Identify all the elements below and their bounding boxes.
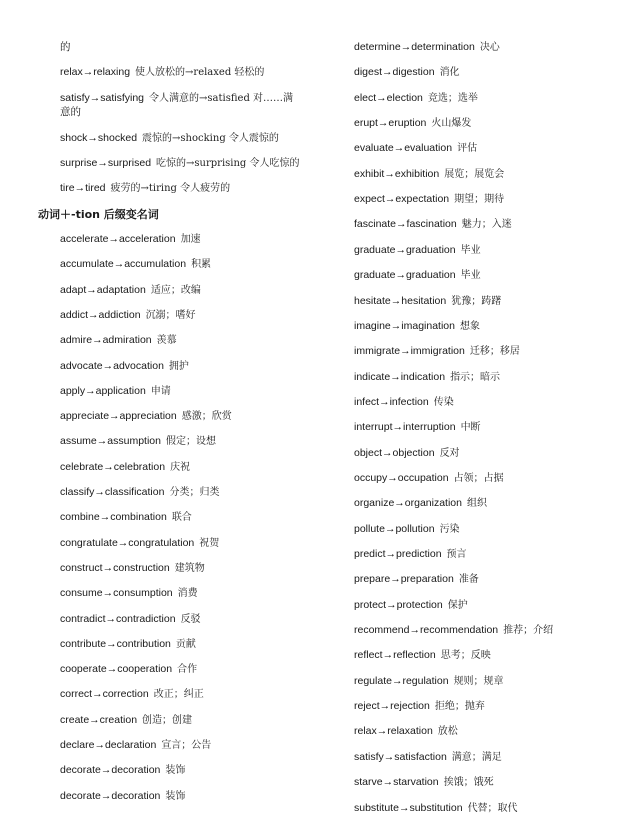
word-meaning: 中断 [460, 422, 481, 434]
word-pair: accelerate→acceleration [60, 233, 176, 245]
vocab-entry [354, 217, 512, 232]
vocab-entry [60, 738, 211, 753]
word-meaning: 羡慕 [156, 335, 177, 347]
word-pair: surprise→surprised [60, 157, 152, 169]
vocab-entry [354, 319, 480, 334]
word-pair: protect→protection [354, 598, 443, 611]
word-pair: recommend→recommendation [354, 624, 499, 637]
word-pair: pollute→pollution [354, 522, 435, 535]
word-pair: adapt→adaptation [60, 283, 146, 296]
word-pair: advocate→advocation [60, 359, 164, 372]
word-pair: construct→construction [60, 561, 170, 574]
word-meaning: 占领；占据 [453, 472, 504, 484]
word-meaning: 假定；设想 [165, 436, 216, 448]
vocab-entry [60, 687, 204, 702]
vocab-entry [354, 801, 518, 816]
word-pair: relax→relaxing [60, 66, 131, 78]
word-meaning: 令人满意的→satisfied 对……满 [149, 93, 294, 104]
word-pair: imagine→imagination [354, 319, 455, 332]
word-pair: 的 [60, 41, 71, 53]
word-meaning: 合作 [177, 664, 198, 676]
word-pair: evaluate→evaluation [354, 142, 453, 155]
vocab-entry [60, 308, 196, 323]
vocab-entry [60, 105, 81, 119]
word-pair: celebrate→celebration [60, 460, 166, 473]
word-pair: digest→digestion [354, 66, 435, 79]
word-meaning: 贡献 [175, 638, 196, 650]
word-meaning: 毕业 [460, 270, 481, 282]
word-meaning: 消化 [439, 67, 460, 79]
word-pair: reflect→reflection [354, 649, 436, 662]
word-meaning: 毕业 [460, 244, 481, 256]
word-meaning: 预言 [446, 549, 467, 560]
word-pair: accumulate→accumulation [60, 258, 187, 271]
word-meaning: 思考；反映 [440, 650, 491, 662]
vocab-entry [60, 40, 71, 54]
vocab-entry [354, 40, 500, 55]
word-meaning: 庆祝 [170, 461, 191, 473]
word-meaning: 组织 [466, 498, 487, 510]
word-meaning: 挨饿；饿死 [443, 777, 494, 789]
word-pair: relax→relaxation [354, 725, 433, 738]
word-pair: occupy→occupation [354, 471, 449, 484]
word-meaning: 祝贺 [199, 537, 220, 549]
vocab-entry [354, 344, 520, 359]
word-meaning: 吃惊的→surprising 令人吃惊的 [156, 158, 300, 169]
word-meaning: 期望；期待 [454, 194, 505, 206]
vocab-entry [60, 485, 219, 500]
vocab-entry [354, 446, 460, 461]
vocab-entry [354, 496, 487, 511]
word-pair: infect→infection [354, 395, 429, 408]
vocab-entry [354, 699, 485, 714]
word-pair: cooperate→cooperation [60, 663, 173, 676]
word-pair: object→objection [354, 446, 435, 459]
word-meaning: 决心 [479, 42, 500, 53]
word-meaning: 建筑物 [174, 562, 205, 574]
word-meaning: 感激；欣赏 [181, 411, 232, 423]
word-meaning: 规则；规章 [453, 675, 504, 687]
word-meaning: 积累 [191, 259, 212, 271]
vocab-entry [60, 561, 205, 576]
vocab-entry [60, 65, 264, 80]
word-meaning: 申请 [150, 385, 171, 397]
word-meaning: 改正；纠正 [153, 689, 204, 701]
vocab-entry [60, 586, 198, 601]
vocab-entry [354, 724, 458, 739]
word-meaning: 创造；创建 [142, 714, 193, 726]
word-meaning: 反驳 [180, 613, 201, 625]
word-pair: contribute→contribution [60, 637, 171, 650]
word-meaning: 拥护 [168, 360, 189, 372]
word-meaning: 评估 [457, 143, 478, 155]
vocab-entry [60, 662, 197, 677]
vocab-entry [354, 116, 471, 131]
word-meaning: 满意；满足 [451, 751, 502, 763]
vocab-entry [60, 460, 190, 475]
word-meaning: 宣言；公告 [161, 740, 212, 751]
vocab-entry [60, 181, 230, 196]
vocab-entry [60, 359, 189, 374]
vocab-entry [60, 156, 300, 171]
word-meaning: 疲劳的→tiring 令人疲劳的 [110, 183, 231, 194]
vocab-entry [354, 65, 460, 80]
vocab-entry [354, 471, 504, 486]
word-pair: tire→tired [60, 182, 106, 194]
vocab-entry [354, 243, 481, 258]
word-pair: decorate→decoration [60, 764, 161, 777]
word-meaning: 指示；暗示 [450, 371, 501, 383]
word-meaning: 推荐；介绍 [503, 625, 554, 637]
vocab-entry [354, 167, 504, 182]
vocab-entry [354, 192, 504, 207]
word-meaning: 拒绝；抛弃 [434, 701, 485, 713]
vocab-entry [354, 370, 500, 385]
vocab-entry [354, 623, 553, 638]
word-meaning: 使人放松的→relaxed 轻松的 [135, 67, 265, 78]
word-pair: fascinate→fascination [354, 218, 457, 231]
word-meaning: 保护 [447, 599, 468, 611]
word-meaning: 代替；取代 [467, 802, 518, 814]
word-pair: consume→consumption [60, 587, 173, 600]
word-pair: 意的 [60, 106, 81, 118]
word-pair: erupt→eruption [354, 117, 427, 130]
word-pair: reject→rejection [354, 700, 430, 713]
word-pair: satisfy→satisfying [60, 92, 145, 104]
word-pair: contradict→contradiction [60, 612, 176, 625]
word-pair: indicate→indication [354, 370, 446, 383]
vocab-entry [60, 763, 185, 778]
word-pair: substitute→substitution [354, 801, 463, 814]
vocab-entry [354, 141, 477, 156]
word-meaning: 加速 [180, 234, 201, 245]
word-pair: expect→expectation [354, 193, 450, 206]
vocab-entry [354, 268, 481, 283]
word-pair: immigrate→immigration [354, 345, 465, 358]
word-pair: prepare→preparation [354, 573, 454, 586]
vocab-entry [60, 131, 279, 146]
section-heading: 动词＋-tion 后缀变名词 [38, 208, 159, 221]
word-pair: elect→election [354, 91, 423, 104]
word-pair: addict→addiction [60, 308, 141, 321]
word-meaning: 污染 [439, 523, 460, 535]
vocab-entry [354, 522, 460, 537]
vocab-entry [60, 510, 192, 525]
word-meaning: 装饰 [165, 790, 186, 802]
word-pair: interrupt→interruption [354, 421, 456, 434]
word-pair: organize→organization [354, 497, 462, 510]
vocab-entry [60, 91, 293, 106]
vocab-entry [354, 598, 468, 613]
word-pair: apply→application [60, 384, 146, 397]
word-pair: create→creation [60, 713, 138, 726]
word-pair: satisfy→satisfaction [354, 750, 447, 763]
word-pair: starve→starvation [354, 776, 439, 789]
word-pair: graduate→graduation [354, 269, 456, 282]
word-pair: shock→shocked [60, 132, 138, 144]
vocab-entry [60, 409, 232, 424]
vocab-entry [354, 648, 491, 663]
word-meaning: 迁移；移居 [469, 346, 520, 358]
word-pair: decorate→decoration [60, 789, 161, 802]
vocab-entry [354, 674, 504, 689]
word-meaning: 分类；归类 [169, 487, 220, 498]
vocab-entry [354, 91, 478, 106]
word-pair: graduate→graduation [354, 243, 456, 256]
vocab-entry [60, 637, 196, 652]
word-meaning: 传染 [433, 396, 454, 408]
vocab-entry [60, 713, 192, 728]
vocab-entry [60, 536, 219, 551]
word-pair: classify→classification [60, 486, 165, 498]
word-pair: appreciate→appreciation [60, 410, 177, 423]
word-meaning: 联合 [171, 512, 192, 524]
vocab-entry [60, 789, 185, 804]
word-pair: declare→declaration [60, 739, 157, 751]
word-pair: hesitate→hesitation [354, 294, 447, 307]
word-meaning: 魅力；入迷 [461, 219, 512, 231]
word-pair: combine→combination [60, 511, 167, 524]
word-meaning: 准备 [458, 574, 479, 586]
vocab-entry [354, 750, 502, 765]
vocab-entry [354, 395, 454, 410]
vocab-entry [354, 775, 494, 790]
word-pair: assume→assumption [60, 435, 161, 448]
vocab-entry [60, 257, 211, 272]
word-meaning: 想象 [459, 320, 480, 332]
vocab-entry [354, 294, 501, 309]
word-meaning: 竞选；选举 [427, 92, 478, 104]
word-pair: admire→admiration [60, 334, 152, 347]
word-pair: congratulate→congratulation [60, 536, 195, 549]
word-meaning: 犹豫；踌躇 [451, 295, 502, 307]
word-meaning: 反对 [439, 447, 460, 459]
vocab-entry [60, 333, 177, 348]
vocab-entry [354, 547, 467, 562]
word-meaning: 消费 [177, 588, 198, 600]
vocab-entry [60, 384, 171, 399]
vocab-entry [354, 572, 479, 587]
word-pair: exhibit→exhibition [354, 167, 440, 180]
word-meaning: 震惊的→shocking 令人震惊的 [142, 133, 279, 144]
word-meaning: 展览；展览会 [444, 168, 505, 180]
vocab-entry [60, 283, 201, 298]
word-meaning: 适应；改编 [150, 284, 201, 296]
word-meaning: 沉溺；嗜好 [145, 309, 196, 321]
vocab-entry [354, 420, 481, 435]
word-pair: predict→prediction [354, 548, 442, 560]
word-pair: regulate→regulation [354, 674, 449, 687]
vocab-entry [60, 612, 201, 627]
word-meaning: 放松 [437, 726, 458, 738]
word-meaning: 火山爆发 [431, 118, 472, 130]
vocab-entry [60, 232, 201, 247]
vocab-entry [60, 434, 216, 449]
word-pair: correct→correction [60, 688, 149, 701]
word-meaning: 装饰 [165, 765, 186, 777]
word-pair: determine→determination [354, 41, 475, 53]
